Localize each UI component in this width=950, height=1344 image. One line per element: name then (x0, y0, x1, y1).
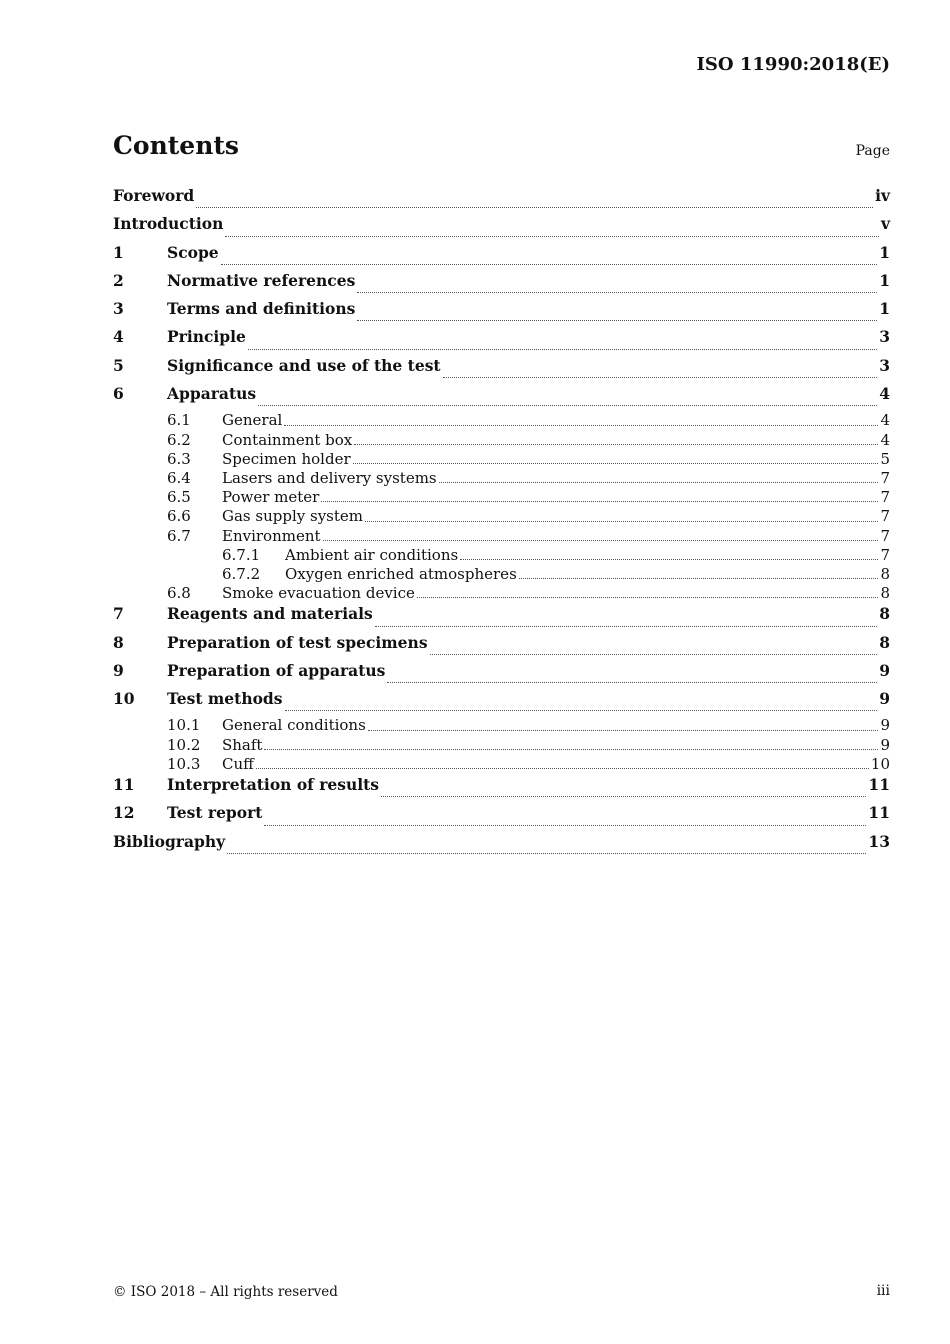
toc-dot-leader (227, 853, 866, 854)
toc-entry-page: 9 (880, 716, 890, 735)
toc-entry-number: 2 (113, 270, 124, 290)
toc-dot-leader (285, 710, 878, 711)
toc-entry-title: Ambient air conditions (285, 545, 459, 564)
toc-entry[interactable] (113, 450, 890, 469)
toc-entry[interactable] (113, 326, 890, 354)
toc-entry-title: Preparation of test specimens (167, 632, 428, 652)
toc-entry-title: General (222, 411, 283, 430)
toc-entry-page: 1 (879, 299, 890, 319)
toc-entry-title: Specimen holder (222, 449, 351, 468)
toc-entry-page: 5 (880, 449, 890, 468)
toc-entry-title: Containment box (222, 430, 353, 449)
toc-entry-page: 10 (870, 754, 890, 773)
toc-entry-page: 11 (868, 775, 890, 794)
toc-dot-leader (284, 425, 878, 426)
toc-entry-page: v (880, 214, 890, 234)
toc-entry-page: 3 (879, 355, 890, 375)
toc-entry-title: Reagents and materials (167, 604, 373, 624)
toc-dot-leader (248, 349, 877, 350)
toc-entry-page: 7 (880, 507, 890, 526)
toc-entry-page: 11 (868, 803, 890, 823)
toc-dot-leader (354, 444, 878, 445)
toc-entry-title: Scope (167, 242, 219, 262)
toc-entry[interactable] (113, 431, 890, 450)
toc-dot-leader (353, 463, 879, 464)
toc-entry-page: 8 (880, 584, 890, 603)
toc-entry-number: 6.6 (167, 507, 191, 526)
toc-entry-title: Smoke evacuation device (222, 584, 415, 603)
toc-entry-title: Introduction (113, 214, 224, 234)
toc-dot-leader (439, 482, 879, 483)
toc-entry-title: Test report (167, 803, 263, 823)
toc-entry-page: 1 (879, 242, 890, 262)
toc-entry-page: 4 (880, 430, 890, 449)
toc-entry-title: Power meter (222, 488, 320, 507)
toc-dot-leader (264, 825, 866, 826)
toc-entry[interactable] (113, 584, 890, 603)
toc-entry-title: General conditions (222, 716, 366, 735)
toc-entry-page: 7 (880, 545, 890, 564)
toc-entry-title: Oxygen enriched atmospheres (285, 564, 517, 583)
toc-entry[interactable] (113, 383, 890, 411)
toc-entry-title: Principle (167, 327, 246, 347)
toc-entry[interactable] (113, 565, 890, 584)
toc-entry-number: 6.8 (167, 584, 191, 603)
toc-entry-title: Test methods (167, 689, 283, 709)
toc-entry[interactable] (113, 298, 890, 326)
toc-entry[interactable] (113, 736, 890, 755)
toc-entry[interactable] (113, 831, 890, 859)
toc-entry[interactable] (113, 688, 890, 716)
toc-entry-number: 6.5 (167, 488, 191, 507)
toc-entry-title: Bibliography (113, 831, 226, 851)
toc-entry-title: Normative references (167, 270, 356, 290)
toc-dot-leader (460, 559, 878, 560)
toc-entry-page: 8 (879, 632, 890, 652)
toc-entry-page: 7 (880, 526, 890, 545)
toc-entry[interactable] (113, 213, 890, 241)
toc-entry[interactable] (113, 411, 890, 430)
toc-entry[interactable] (113, 270, 890, 298)
toc-entry[interactable] (113, 507, 890, 526)
toc-entry-number: 10.3 (167, 754, 201, 773)
toc-dot-leader (256, 768, 869, 769)
toc-entry-page: 9 (879, 689, 890, 709)
toc-entry[interactable] (113, 355, 890, 383)
toc-entry-page: 9 (879, 660, 890, 680)
toc-entry-number: 3 (113, 299, 124, 319)
toc-entry[interactable] (113, 802, 890, 830)
toc-entry-number: 7 (113, 604, 124, 624)
toc-entry[interactable] (113, 488, 890, 507)
toc-entry-title: Cuff (222, 754, 254, 773)
toc-entry[interactable] (113, 716, 890, 735)
toc-entry-number: 6.7.1 (222, 545, 261, 564)
toc-dot-leader (258, 405, 877, 406)
toc-entry-title: Gas supply system (222, 507, 363, 526)
toc-entry-page: 3 (879, 327, 890, 347)
toc-dot-leader (417, 597, 879, 598)
toc-entry[interactable] (113, 660, 890, 688)
toc-entry-page: iv (875, 186, 890, 205)
toc-entry-title: Terms and definitions (167, 299, 356, 319)
toc-entry-number: 12 (113, 803, 135, 823)
toc-entry[interactable] (113, 546, 890, 565)
toc-entry-title: Interpretation of results (167, 775, 380, 794)
toc-entry-page: 9 (880, 735, 890, 754)
toc-entry-number: 10.1 (167, 716, 201, 735)
toc-entry-page: 4 (880, 411, 890, 430)
toc-dot-leader (387, 682, 877, 683)
toc-entry[interactable] (113, 755, 890, 774)
toc-entry-title: Lasers and delivery systems (222, 468, 437, 487)
toc-dot-leader (264, 749, 878, 750)
toc-entry-number: 10.2 (167, 735, 201, 754)
toc-entry-number: 10 (113, 689, 135, 709)
toc-dot-leader (375, 626, 877, 627)
toc-entry-title: Preparation of apparatus (167, 660, 386, 680)
page-column-label: Page (855, 143, 890, 159)
toc-entry-page: 4 (879, 384, 890, 404)
toc-entry-number: 1 (113, 242, 124, 262)
toc-dot-leader (357, 292, 877, 293)
toc-dot-leader (368, 730, 879, 731)
table-of-contents (113, 185, 890, 859)
toc-entry[interactable] (113, 603, 890, 631)
toc-dot-leader (430, 654, 878, 655)
toc-entry-page: 13 (868, 831, 890, 851)
toc-entry-number: 6.2 (167, 430, 191, 449)
toc-dot-leader (365, 521, 878, 522)
toc-entry-number: 8 (113, 632, 124, 652)
toc-entry-title: Significance and use of the test (167, 355, 441, 375)
toc-entry[interactable] (113, 774, 890, 802)
toc-entry[interactable] (113, 527, 890, 546)
toc-entry-title: Environment (222, 526, 321, 545)
toc-dot-leader (357, 320, 877, 321)
footer-copyright: © ISO 2018 – All rights reserved (113, 1284, 338, 1300)
toc-dot-leader (323, 540, 879, 541)
toc-dot-leader (381, 796, 866, 797)
toc-title: Contents (113, 131, 240, 160)
toc-entry-page: 7 (880, 488, 890, 507)
toc-entry[interactable] (113, 185, 890, 213)
toc-dot-leader (321, 501, 878, 502)
toc-entry-number: 6 (113, 384, 124, 404)
toc-entry-page: 1 (879, 270, 890, 290)
toc-entry-number: 6.1 (167, 411, 191, 430)
toc-dot-leader (443, 377, 878, 378)
toc-entry-page: 8 (879, 604, 890, 624)
toc-dot-leader (196, 207, 873, 208)
document-id: ISO 11990:2018(E) (696, 54, 890, 75)
toc-entry[interactable] (113, 242, 890, 270)
toc-entry-number: 11 (113, 775, 135, 794)
toc-dot-leader (519, 578, 879, 579)
toc-entry-page: 8 (880, 564, 890, 583)
toc-entry-page: 7 (880, 468, 890, 487)
footer-page-number: iii (876, 1283, 890, 1299)
toc-dot-leader (221, 264, 878, 265)
toc-entry-number: 6.3 (167, 449, 191, 468)
toc-entry-title: Apparatus (167, 384, 257, 404)
toc-dot-leader (225, 236, 879, 237)
toc-entry-number: 5 (113, 355, 124, 375)
toc-entry-title: Foreword (113, 186, 195, 205)
toc-entry-number: 6.4 (167, 468, 191, 487)
toc-entry-number: 4 (113, 327, 124, 347)
toc-entry-title: Shaft (222, 735, 263, 754)
toc-entry[interactable] (113, 469, 890, 488)
toc-entry-number: 6.7 (167, 526, 191, 545)
toc-entry[interactable] (113, 632, 890, 660)
toc-entry-number: 6.7.2 (222, 564, 261, 583)
toc-entry-number: 9 (113, 660, 124, 680)
